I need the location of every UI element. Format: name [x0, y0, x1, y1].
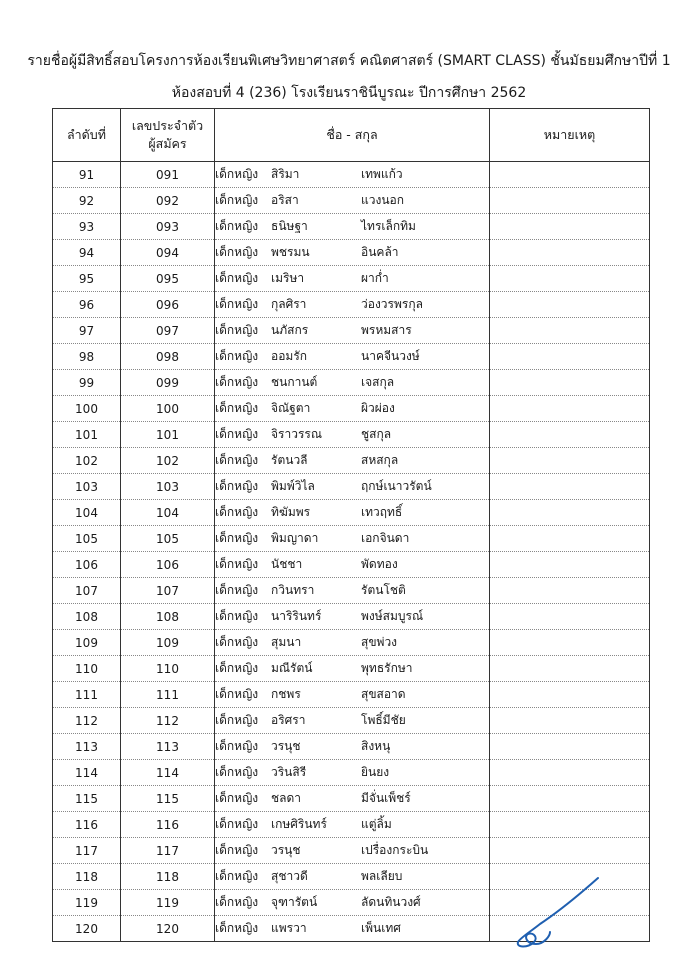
row-name	[215, 578, 490, 604]
table-row	[53, 162, 650, 188]
row-name	[215, 526, 490, 552]
row-order: 102	[53, 448, 121, 474]
row-name	[215, 916, 490, 942]
row-prefix: เด็กหญิง	[215, 765, 259, 779]
header-remark: หมายเหตุ	[490, 109, 650, 162]
row-prefix: เด็กหญิง	[215, 661, 259, 675]
row-order: 117	[53, 838, 121, 864]
row-first-name: สุมนา	[271, 635, 302, 649]
row-applicant-id: 092	[121, 188, 215, 214]
table-row	[53, 474, 650, 500]
row-last-name: ผาก่ำ	[361, 271, 389, 285]
row-remark	[490, 682, 650, 708]
row-last-name: เทพแก้ว	[361, 167, 403, 181]
row-last-name: โพธิ์มีชัย	[361, 713, 406, 727]
row-remark	[490, 630, 650, 656]
table-row	[53, 812, 650, 838]
row-remark	[490, 370, 650, 396]
row-last-name: พงษ์สมบูรณ์	[361, 609, 424, 623]
table-row	[53, 500, 650, 526]
roster-body	[53, 162, 650, 942]
row-applicant-id: 118	[121, 864, 215, 890]
row-order: 115	[53, 786, 121, 812]
row-order: 111	[53, 682, 121, 708]
row-applicant-id: 100	[121, 396, 215, 422]
row-order: 113	[53, 734, 121, 760]
row-last-name: ไทรเล็กทิม	[361, 219, 416, 233]
table-row	[53, 448, 650, 474]
row-last-name: สุขสอาด	[361, 687, 406, 701]
table-row	[53, 682, 650, 708]
row-last-name: เปรื่องกระบิน	[361, 843, 429, 857]
row-first-name: สิริมา	[271, 167, 300, 181]
row-last-name: พลเลียบ	[361, 869, 403, 883]
row-applicant-id: 119	[121, 890, 215, 916]
row-name	[215, 552, 490, 578]
row-prefix: เด็กหญิง	[215, 557, 259, 571]
row-prefix: เด็กหญิง	[215, 791, 259, 805]
row-prefix: เด็กหญิง	[215, 687, 259, 701]
table-row	[53, 630, 650, 656]
row-name	[215, 448, 490, 474]
table-row	[53, 734, 650, 760]
row-order: 119	[53, 890, 121, 916]
row-last-name: ยินยง	[361, 765, 390, 779]
table-row	[53, 370, 650, 396]
row-name	[215, 682, 490, 708]
row-remark	[490, 344, 650, 370]
row-prefix: เด็กหญิง	[215, 245, 259, 259]
row-name	[215, 500, 490, 526]
row-order: 118	[53, 864, 121, 890]
row-first-name: กวินทรา	[271, 583, 315, 597]
row-order: 108	[53, 604, 121, 630]
row-first-name: อริศรา	[271, 713, 306, 727]
row-first-name: ทิฆัมพร	[271, 505, 311, 519]
row-prefix: เด็กหญิง	[215, 167, 259, 181]
row-order: 114	[53, 760, 121, 786]
signature	[510, 872, 610, 952]
row-first-name: ชนกานต์	[271, 375, 318, 389]
table-row	[53, 604, 650, 630]
row-name	[215, 604, 490, 630]
row-name	[215, 162, 490, 188]
row-remark	[490, 162, 650, 188]
table-row	[53, 656, 650, 682]
row-applicant-id: 094	[121, 240, 215, 266]
row-applicant-id: 115	[121, 786, 215, 812]
header-applicant-id-line1: เลขประจำตัว	[131, 118, 204, 133]
row-name	[215, 214, 490, 240]
table-row	[53, 188, 650, 214]
row-applicant-id: 104	[121, 500, 215, 526]
row-remark	[490, 188, 650, 214]
row-prefix: เด็กหญิง	[215, 843, 259, 857]
row-last-name: พรหมสาร	[361, 323, 412, 337]
row-remark	[490, 266, 650, 292]
row-last-name: เพ็นเทศ	[361, 921, 401, 935]
row-name	[215, 890, 490, 916]
row-remark	[490, 448, 650, 474]
row-first-name: รัตนวลี	[271, 453, 308, 467]
row-remark	[490, 708, 650, 734]
row-remark	[490, 786, 650, 812]
row-applicant-id: 099	[121, 370, 215, 396]
row-first-name: พชรมน	[271, 245, 310, 259]
row-prefix: เด็กหญิง	[215, 479, 259, 493]
row-applicant-id: 097	[121, 318, 215, 344]
row-name	[215, 812, 490, 838]
row-first-name: จุฑารัตน์	[271, 895, 318, 909]
row-name	[215, 838, 490, 864]
table-row	[53, 422, 650, 448]
row-applicant-id: 102	[121, 448, 215, 474]
table-row	[53, 786, 650, 812]
row-name	[215, 344, 490, 370]
table-row	[53, 760, 650, 786]
table-row	[53, 240, 650, 266]
row-first-name: พิมพ์วิไล	[271, 479, 315, 493]
row-name	[215, 630, 490, 656]
row-applicant-id: 117	[121, 838, 215, 864]
table-row	[53, 552, 650, 578]
row-name	[215, 708, 490, 734]
row-applicant-id: 098	[121, 344, 215, 370]
row-remark	[490, 760, 650, 786]
row-first-name: กุลศิรา	[271, 297, 307, 311]
row-first-name: ธนิษฐา	[271, 219, 308, 233]
row-first-name: กชพร	[271, 687, 301, 701]
row-first-name: นภัสกร	[271, 323, 309, 337]
row-order: 104	[53, 500, 121, 526]
row-last-name: อินคล้า	[361, 245, 399, 259]
row-applicant-id: 105	[121, 526, 215, 552]
row-name	[215, 318, 490, 344]
row-name	[215, 396, 490, 422]
row-name	[215, 786, 490, 812]
row-prefix: เด็กหญิง	[215, 635, 259, 649]
row-prefix: เด็กหญิง	[215, 739, 259, 753]
row-last-name: เจสกุล	[361, 375, 395, 389]
row-last-name: พัดทอง	[361, 557, 398, 571]
row-last-name: เทวฤทธิ์	[361, 505, 403, 519]
row-prefix: เด็กหญิง	[215, 895, 259, 909]
row-order: 103	[53, 474, 121, 500]
row-last-name: ว่องวรพรกุล	[361, 297, 423, 311]
row-order: 98	[53, 344, 121, 370]
row-first-name: อริสา	[271, 193, 299, 207]
row-prefix: เด็กหญิง	[215, 219, 259, 233]
row-remark	[490, 734, 650, 760]
row-remark	[490, 656, 650, 682]
row-order: 112	[53, 708, 121, 734]
header-name: ชื่อ - สกุล	[215, 109, 490, 162]
row-applicant-id: 120	[121, 916, 215, 942]
row-last-name: แวงนอก	[361, 193, 405, 207]
row-last-name: สิงหนุ	[361, 739, 391, 753]
table-row	[53, 578, 650, 604]
row-prefix: เด็กหญิง	[215, 869, 259, 883]
row-prefix: เด็กหญิง	[215, 609, 259, 623]
row-prefix: เด็กหญิง	[215, 427, 259, 441]
row-first-name: วรนุช	[271, 739, 301, 753]
row-order: 120	[53, 916, 121, 942]
row-prefix: เด็กหญิง	[215, 921, 259, 935]
row-applicant-id: 110	[121, 656, 215, 682]
row-prefix: เด็กหญิง	[215, 531, 259, 545]
row-prefix: เด็กหญิง	[215, 323, 259, 337]
row-prefix: เด็กหญิง	[215, 453, 259, 467]
row-first-name: ออมรัก	[271, 349, 308, 363]
table-row	[53, 526, 650, 552]
row-prefix: เด็กหญิง	[215, 375, 259, 389]
row-last-name: เอกจินดา	[361, 531, 410, 545]
row-first-name: วรนุช	[271, 843, 301, 857]
row-remark	[490, 474, 650, 500]
header-order: ลำดับที่	[53, 109, 121, 162]
row-first-name: วรินสิรี	[271, 765, 307, 779]
row-name	[215, 422, 490, 448]
row-order: 96	[53, 292, 121, 318]
table-row	[53, 838, 650, 864]
row-applicant-id: 091	[121, 162, 215, 188]
row-applicant-id: 106	[121, 552, 215, 578]
table-row	[53, 344, 650, 370]
row-remark	[490, 396, 650, 422]
row-last-name: มีจั่นเพ็ชร์	[361, 791, 411, 805]
row-order: 107	[53, 578, 121, 604]
row-order: 92	[53, 188, 121, 214]
row-remark	[490, 214, 650, 240]
row-remark	[490, 812, 650, 838]
row-name	[215, 266, 490, 292]
row-applicant-id: 093	[121, 214, 215, 240]
row-applicant-id: 114	[121, 760, 215, 786]
row-prefix: เด็กหญิง	[215, 817, 259, 831]
row-last-name: ฤกษ์เนาวรัตน์	[361, 479, 432, 493]
row-name	[215, 240, 490, 266]
row-remark	[490, 318, 650, 344]
row-name	[215, 760, 490, 786]
row-last-name: ชูสกุล	[361, 427, 392, 441]
row-prefix: เด็กหญิง	[215, 505, 259, 519]
row-order: 91	[53, 162, 121, 188]
row-order: 106	[53, 552, 121, 578]
row-last-name: สุขพ่วง	[361, 635, 398, 649]
table-header-row	[53, 109, 650, 162]
table-row	[53, 708, 650, 734]
row-remark	[490, 422, 650, 448]
row-order: 109	[53, 630, 121, 656]
row-order: 116	[53, 812, 121, 838]
row-last-name: แตู่ลิ้ม	[361, 817, 392, 831]
signature-stroke	[518, 878, 598, 947]
row-remark	[490, 578, 650, 604]
row-first-name: พิมญาดา	[271, 531, 319, 545]
table-row	[53, 396, 650, 422]
row-order: 95	[53, 266, 121, 292]
row-applicant-id: 107	[121, 578, 215, 604]
row-name	[215, 370, 490, 396]
row-prefix: เด็กหญิง	[215, 297, 259, 311]
row-applicant-id: 109	[121, 630, 215, 656]
row-order: 99	[53, 370, 121, 396]
row-last-name: นาคจีนวงษ์	[361, 349, 420, 363]
row-prefix: เด็กหญิง	[215, 349, 259, 363]
row-order: 100	[53, 396, 121, 422]
row-order: 94	[53, 240, 121, 266]
row-last-name: สหสกุล	[361, 453, 399, 467]
row-remark	[490, 526, 650, 552]
row-remark	[490, 240, 650, 266]
row-name	[215, 474, 490, 500]
row-name	[215, 864, 490, 890]
row-prefix: เด็กหญิง	[215, 713, 259, 727]
row-first-name: จิณัฐตา	[271, 401, 311, 415]
row-first-name: เมริษา	[271, 271, 305, 285]
row-applicant-id: 095	[121, 266, 215, 292]
row-remark	[490, 838, 650, 864]
row-applicant-id: 101	[121, 422, 215, 448]
row-first-name: แพรวา	[271, 921, 307, 935]
row-first-name: มณีรัตน์	[271, 661, 313, 675]
row-order: 93	[53, 214, 121, 240]
row-order: 110	[53, 656, 121, 682]
row-applicant-id: 112	[121, 708, 215, 734]
row-first-name: นาริรินทร์	[271, 609, 322, 623]
row-applicant-id: 113	[121, 734, 215, 760]
row-applicant-id: 108	[121, 604, 215, 630]
row-applicant-id: 111	[121, 682, 215, 708]
row-first-name: สุชาวดี	[271, 869, 308, 883]
row-remark	[490, 500, 650, 526]
row-remark	[490, 604, 650, 630]
table-row	[53, 266, 650, 292]
row-applicant-id: 116	[121, 812, 215, 838]
row-last-name: พุทธรักษา	[361, 661, 413, 675]
roster-table	[52, 108, 650, 942]
row-name	[215, 656, 490, 682]
row-name	[215, 734, 490, 760]
row-remark	[490, 292, 650, 318]
document-title: รายชื่อผู้มีสิทธิ์สอบโครงการห้องเรียนพิเศษวิทยาศาสตร์ คณิตศาสตร์ (SMART CLASS) ชั้นมัธยมศึกษาปีที่ 1	[27, 53, 671, 69]
row-prefix: เด็กหญิง	[215, 401, 259, 415]
row-last-name: ลัดนทินวงศ์	[361, 895, 421, 909]
row-prefix: เด็กหญิง	[215, 271, 259, 285]
header-applicant-id-line2: ผู้สมัคร	[148, 136, 187, 151]
row-order: 105	[53, 526, 121, 552]
header-applicant-id	[121, 109, 215, 162]
table-row	[53, 292, 650, 318]
row-applicant-id: 096	[121, 292, 215, 318]
row-first-name: จิราวรรณ	[271, 427, 322, 441]
row-order: 97	[53, 318, 121, 344]
row-prefix: เด็กหญิง	[215, 193, 259, 207]
row-last-name: ผิวผ่อง	[361, 401, 395, 415]
table-row	[53, 318, 650, 344]
row-prefix: เด็กหญิง	[215, 583, 259, 597]
row-first-name: นัชชา	[271, 557, 303, 571]
row-name	[215, 292, 490, 318]
row-name	[215, 188, 490, 214]
row-remark	[490, 552, 650, 578]
table-row	[53, 214, 650, 240]
document-subtitle: ห้องสอบที่ 4 (236) โรงเรียนราชินีบูรณะ ปีการศึกษา 2562	[171, 85, 527, 101]
row-first-name: เกษศิรินทร์	[271, 817, 327, 831]
row-applicant-id: 103	[121, 474, 215, 500]
row-last-name: รัตนโชติ	[361, 583, 406, 597]
row-first-name: ชลดา	[271, 791, 302, 805]
row-order: 101	[53, 422, 121, 448]
